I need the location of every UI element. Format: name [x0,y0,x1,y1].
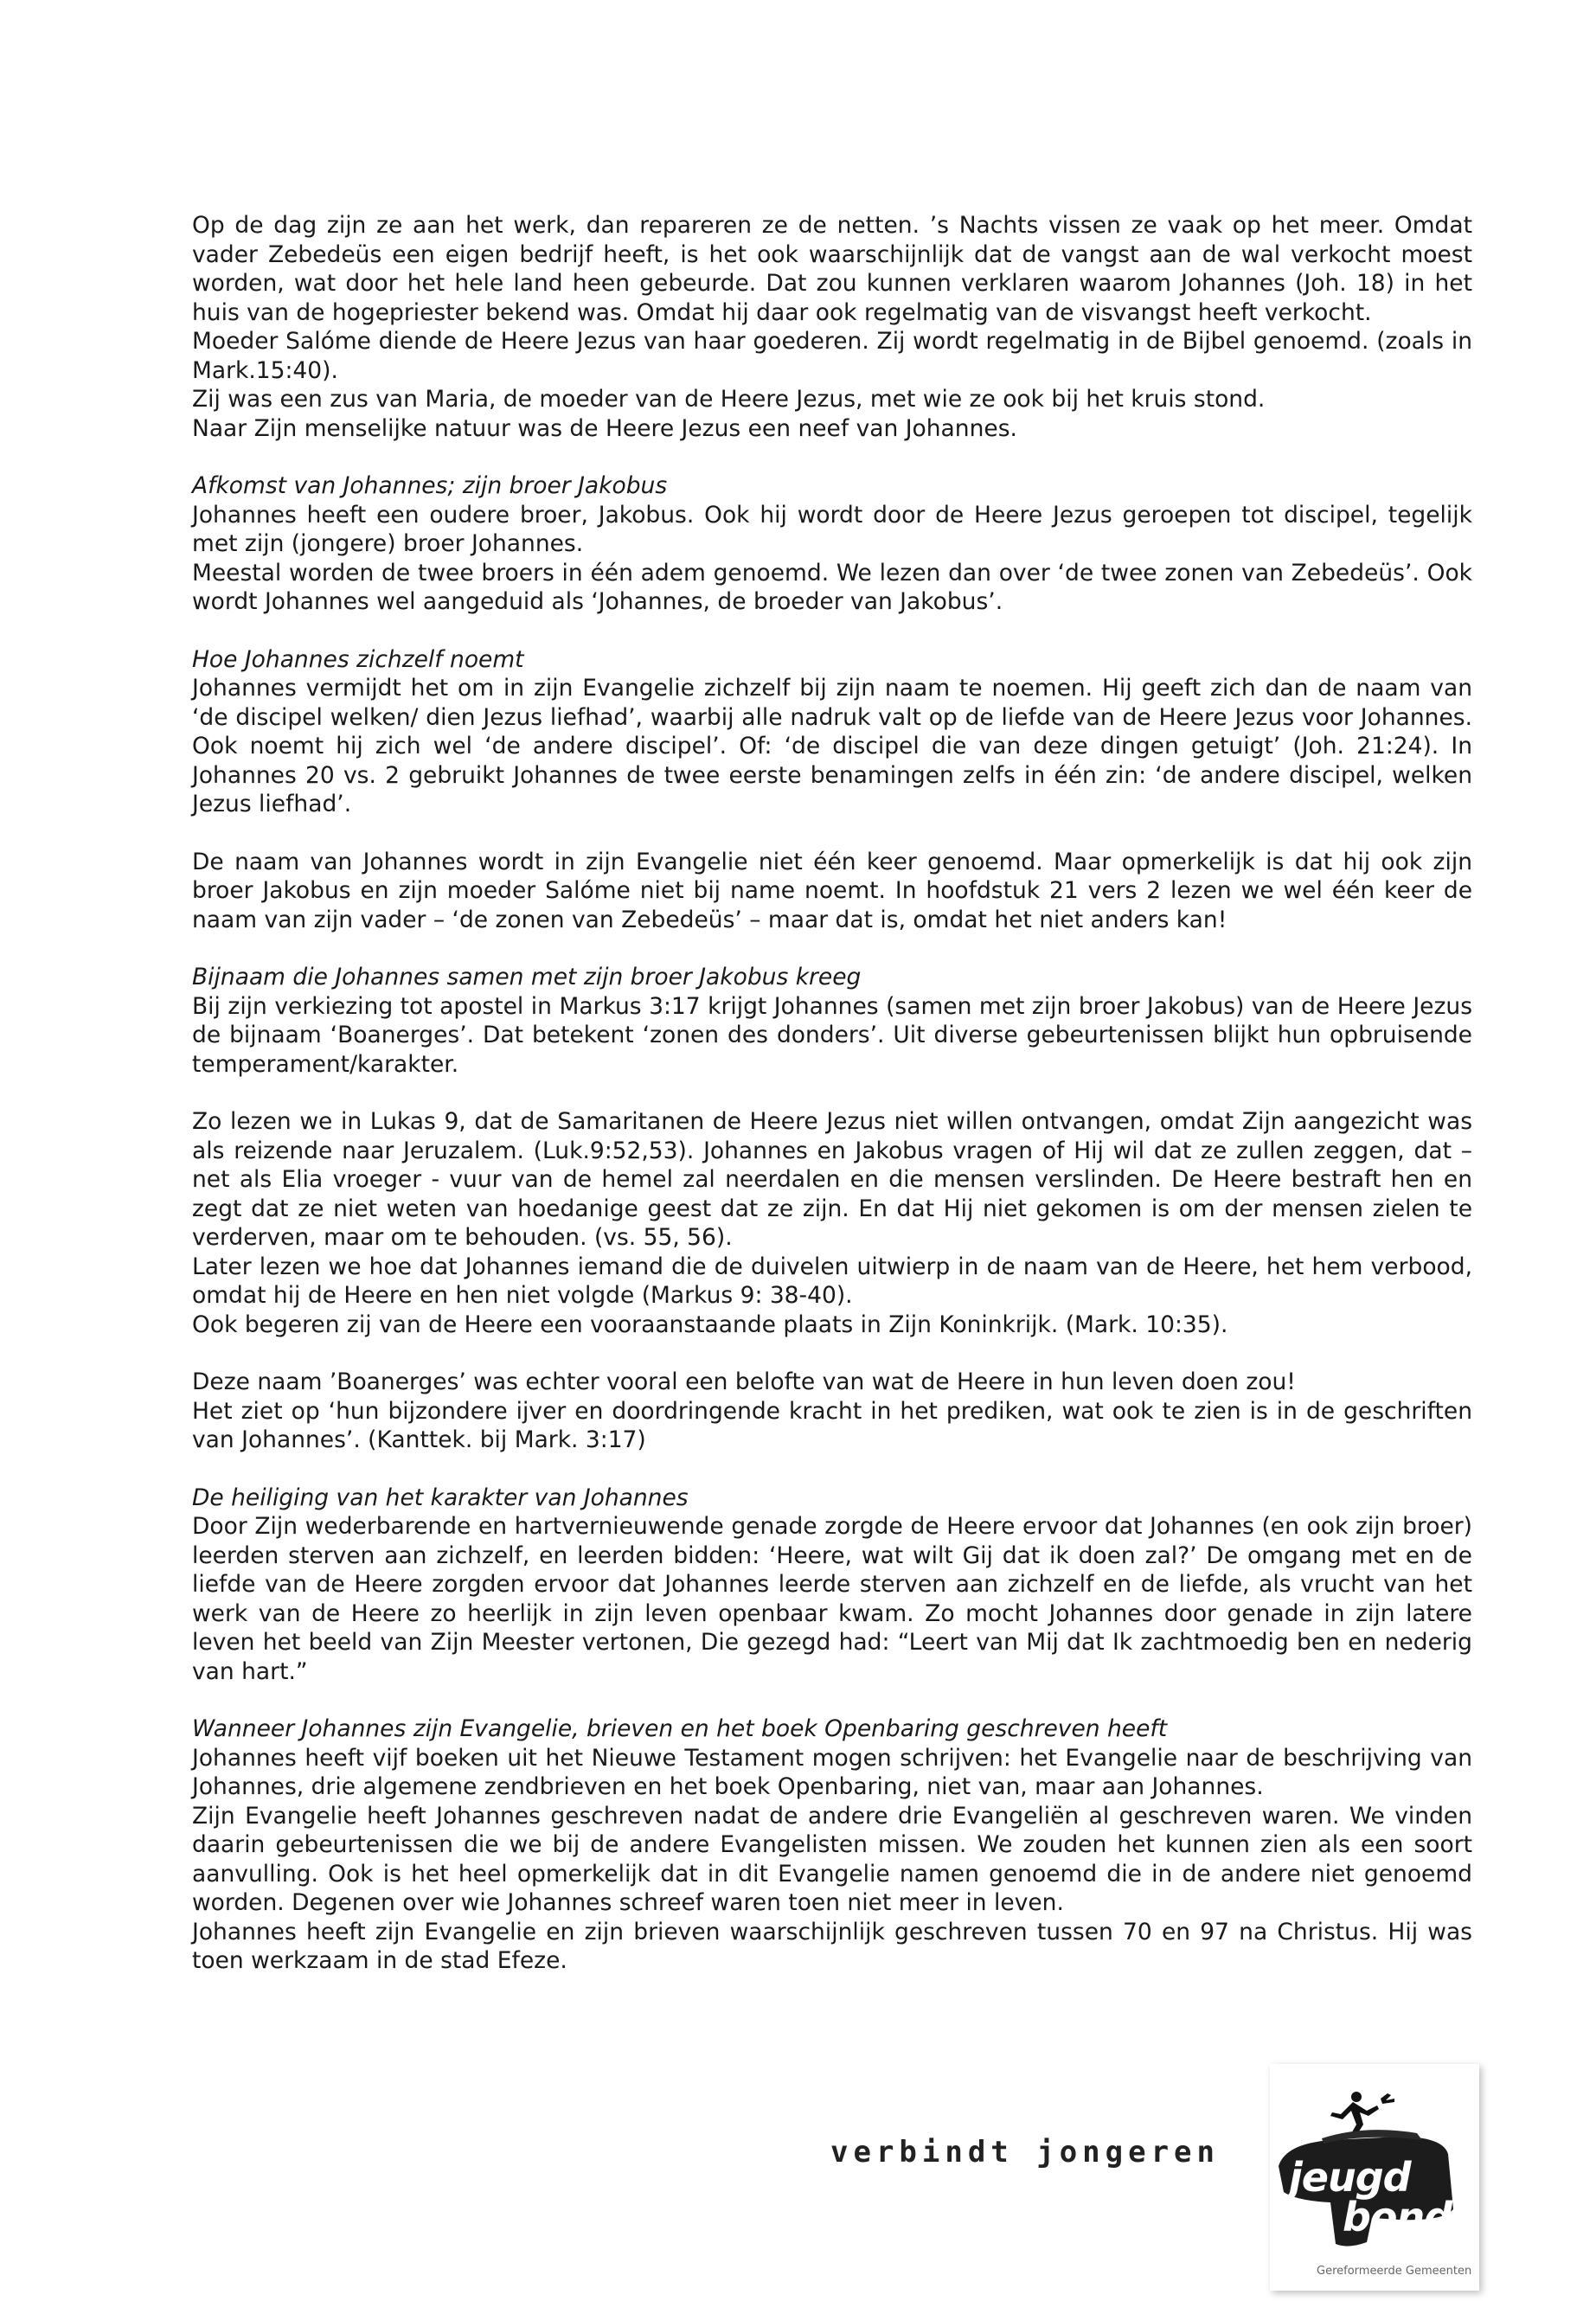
paragraph-gap [192,617,1472,645]
body-paragraph: Later lezen we hoe dat Johannes iemand die de duivelen uitwierp in de naam van de Heere, het hem verbood, omdat hij de Heere en hen niet volgde (Markus 9: 38-40). [192,1253,1472,1309]
section-heading: Afkomst van Johannes; zijn broer Jakobus [192,472,668,499]
paragraph-gap [192,1339,1472,1368]
body-paragraph: Zij was een zus van Maria, de moeder van de Heere Jezus, met wie ze ook bij het kruis stond. [192,386,1266,413]
section-heading: Wanneer Johannes zijn Evangelie, brieven en het boek Openbaring geschreven heeft [192,1715,1168,1742]
body-paragraph: De naam van Johannes wordt in zijn Evangelie niet één keer genoemd. Maar opmerkelijk is dat hij ook zijn broer Jakobus en zijn moeder Salóme niet bij name noemt. In hoofdstuk 21 vers 2 lezen we wel één keer de naam van zijn vader – ‘de zonen van Zebedeüs’ – maar dat is, omdat het niet anders kan! [192,848,1472,933]
paragraph-gap [192,934,1472,963]
body-paragraph: Door Zijn wederbarende en hartvernieuwende genade zorgde de Heere ervoor dat Johannes (en ook zijn broer) leerden sterven aan zichzelf, en leerden bidden: ‘Heere, wat wilt Gij dat ik doen zal?’ De omgang met en de liefde van de Heere zorgden ervoor dat Johannes leerde sterven aan zichzelf en de liefde, als vrucht van het werk van de Heere zo heerlijk in zijn leven openbaar kwam. Zo mocht Johannes door genade in zijn latere leven het beeld van Zijn Meester vertonen, Die gezegd had: “Leert van Mij dat Ik zachtmoedig ben en nederig van hart.” [192,1513,1472,1685]
footer-slogan: verbindt jongeren [830,2135,1220,2170]
section-heading: Bijnaam die Johannes samen met zijn broer Jakobus kreeg [192,964,862,990]
jeugdbond-logo [1270,2064,1479,2291]
body-paragraph: Zijn Evangelie heeft Johannes geschreven nadat de andere drie Evangeliën al geschreven waren. We vinden daarin gebeurtenissen die we bij de andere Evangelisten missen. We zouden het kunnen zien als een soort aanvulling. Ook is het heel opmerkelijk dat in dit Evangelie namen genoemd die in de andere niet genoemd worden. Degenen over wie Johannes schreef waren toen niet meer in leven. [192,1802,1472,1916]
section-heading: Hoe Johannes zichzelf noemt [192,645,524,673]
body-paragraph: Johannes heeft vijf boeken uit het Nieuwe Testament mogen schrijven: het Evangelie naar de beschrijving van Johannes, drie algemene zendbrieven en het boek Openbaring, niet van, maar aan Johannes. [192,1744,1472,1800]
paragraph-gap [192,819,1472,848]
body-paragraph: Naar Zijn menselijke natuur was de Heere Jezus een neef van Johannes. [192,414,1017,442]
body-paragraph: Zo lezen we in Lukas 9, dat de Samaritanen de Heere Jezus niet willen ontvangen, omdat Zijn aangezicht was als reizende naar Jeruzalem. (Luk.9:52,53). Johannes en Jakobus vragen of Hij wil dat ze zullen zeggen, dat – net als Elia vroeger - vuur van de hemel zal neerdalen en die mensen verslinden. De Heere bestraft hen en zegt dat ze niet weten van hoedanige geest dat ze zijn. En dat Hij niet gekomen is om der mensen zielen te verderven, maar om te behouden. (vs. 55, 56). [192,1108,1472,1251]
paragraph-gap [192,443,1472,471]
body-paragraph: Deze naam ’Boanerges’ was echter vooral een belofte van wat de Heere in hun leven doen zou! [192,1368,1296,1395]
body-paragraph: Bij zijn verkiezing tot apostel in Markus 3:17 krijgt Johannes (samen met zijn broer Jakobus) van de Heere Jezus de bijnaam ‘Boanerges’. Dat betekent ‘zonen des donders’. Uit diverse gebeurtenissen blijkt hun opbruisende temperament/karakter. [192,992,1472,1078]
body-paragraph: Ook begeren zij van de Heere een vooraanstaande plaats in Zijn Koninkrijk. (Mark. 10:35). [192,1311,1228,1338]
logo-word-bottom: bond [1343,2194,1452,2240]
section-heading: De heiliging van het karakter van Johannes [192,1484,689,1511]
body-paragraph: Meestal worden de twee broers in één adem genoemd. We lezen dan over ‘de twee zonen van Zebedeüs’. Ook wordt Johannes wel aangeduid als ‘Johannes, de broeder van Jakobus’. [192,559,1472,615]
body-paragraph: Op de dag zijn ze aan het werk, dan repareren ze de netten. ’s Nachts vissen ze vaak op het meer. Omdat vader Zebedeüs een eigen bedrijf heeft, is het ook waarschijnlijk dat de vangst aan de wal verkocht moest worden, wat door het hele land heen gebeurde. Dat zou kunnen verklaren waarom Johannes (Joh. 18) in het huis van de hogepriester bekend was. Omdat hij daar ook regelmatig van de visvangst heeft verkocht. [192,212,1472,326]
body-paragraph: Het ziet op ‘hun bijzondere ijver en doordringende kracht in het prediken, wat ook te zien is in de geschriften van Johannes’. (Kanttek. bij Mark. 3:17) [192,1397,1472,1453]
logo-word-top: jeugd [1289,2154,1411,2201]
paragraph-gap [192,1455,1472,1484]
logo-subtitle: Gereformeerde Gemeenten [1317,2265,1472,2278]
body-paragraph: Johannes heeft een oudere broer, Jakobus. Ook hij wordt door de Heere Jezus geroepen tot discipel, tegelijk met zijn (jongere) broer Johannes. [192,501,1472,557]
document-body [192,211,1472,1976]
paragraph-gap [192,1079,1472,1107]
body-paragraph: Johannes vermijdt het om in zijn Evangelie zichzelf bij zijn naam te noemen. Hij geeft zich dan de naam van ‘de discipel welken/ dien Jezus liefhad’, waarbij alle nadruk valt op de liefde van de Heere Jezus voor Johannes. Ook noemt hij zich wel ‘de andere discipel’. Of: ‘de discipel die van deze dingen getuigt’ (Joh. 21:24). In Johannes 20 vs. 2 gebruikt Johannes de twee eerste benamingen zelfs in één zin: ‘de andere discipel, welken Jezus liefhad’. [192,675,1472,817]
paragraph-gap [192,1686,1472,1715]
body-paragraph: Johannes heeft zijn Evangelie en zijn brieven waarschijnlijk geschreven tussen 70 en 97 na Christus. Hij was toen werkzaam in de stad Efeze. [192,1918,1472,1974]
body-paragraph: Moeder Salóme diende de Heere Jezus van haar goederen. Zij wordt regelmatig in de Bijbel genoemd. (zoals in Mark.15:40). [192,328,1472,384]
